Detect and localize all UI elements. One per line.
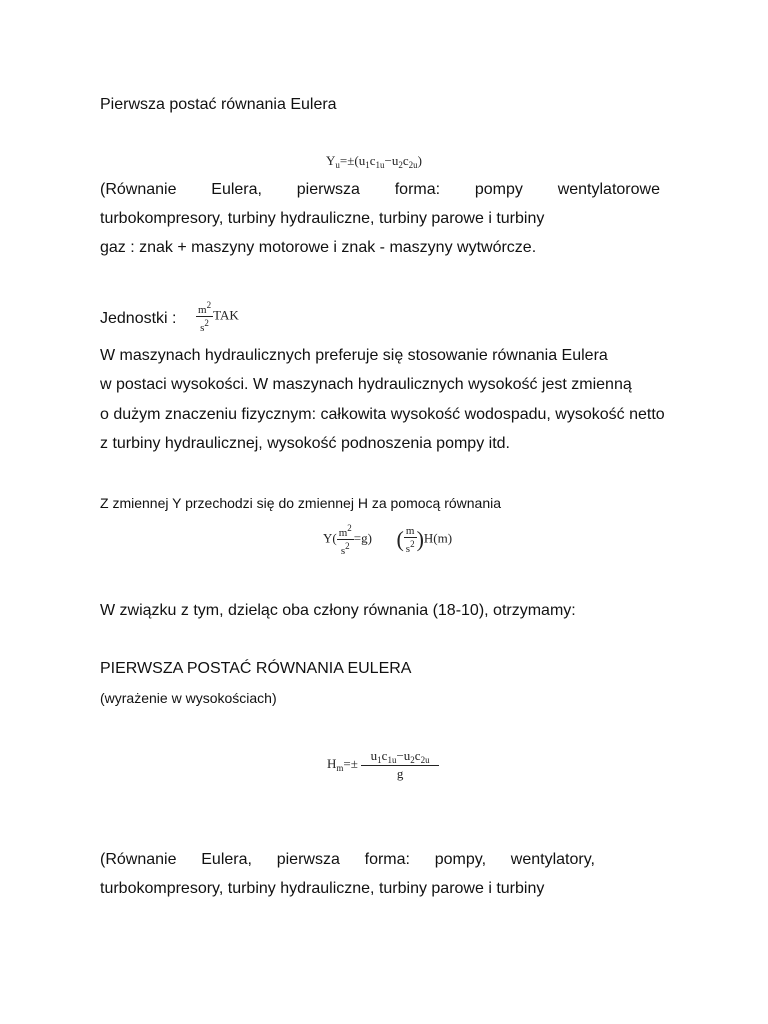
- paragraph-3: Z zmiennej Y przechodzi się do zmiennej H za pomocą równania: [100, 495, 502, 511]
- paragraph-1-line-2: turbokompresory, turbiny hydrauliczne, turbiny parowe i turbiny: [100, 210, 545, 227]
- paragraph-2-line-3: o dużym znaczeniu fizycznym: całkowita wysokość wodospadu, wysokość netto: [100, 406, 665, 423]
- subheading-heights: (wyrażenie w wysokościach): [100, 690, 277, 706]
- paragraph-2-line-1: W maszynach hydraulicznych preferuje się stosowanie równania Eulera: [100, 347, 608, 364]
- paragraph-2-line-4: z turbiny hydraulicznej, wysokość podnoszenia pompy itd.: [100, 435, 510, 452]
- paragraph-1-line-3: gaz : znak + maszyny motorowe i znak - maszyny wytwórcze.: [100, 239, 537, 256]
- equation-euler-y: $Y_u=\pm(u_1c_{1u}-u_2c_{2u})$: [326, 153, 422, 170]
- paragraph-4: W związku z tym, dzieląc oba człony równania (18-10), otrzymamy:: [100, 602, 576, 619]
- units-label: Jednostki :: [100, 310, 177, 327]
- units-expression: $\frac{m^2}{s^2}$ TAK: [198, 300, 239, 334]
- paragraph-5-line-1: (Równanie Eulera, pierwsza forma: pompy, wentylatory,: [100, 851, 595, 868]
- paragraph-2-line-2: w postaci wysokości. W maszynach hydraulicznych wysokość jest zmienną: [100, 376, 632, 393]
- paragraph-5-line-2: turbokompresory, turbiny hydrauliczne, turbiny parowe i turbiny: [100, 880, 545, 897]
- equation-y-to-h: Y( $\frac{m^2}{s^2}$ =g) ( $\frac{m}{s^2}$ )H(m): [323, 523, 453, 557]
- heading-first-form-caps: PIERWSZA POSTAĆ RÓWNANIA EULERA: [100, 660, 412, 677]
- paragraph-1-line-1: (Równanie Eulera, pierwsza forma: pompy wentylatorowe: [100, 181, 660, 198]
- equation-euler-h: $H_m=\pm$ $\frac{u_1c_{1u}-u_2c_{2u}}{g}$: [327, 748, 439, 782]
- heading-first-form: Pierwsza postać równania Eulera: [100, 96, 337, 113]
